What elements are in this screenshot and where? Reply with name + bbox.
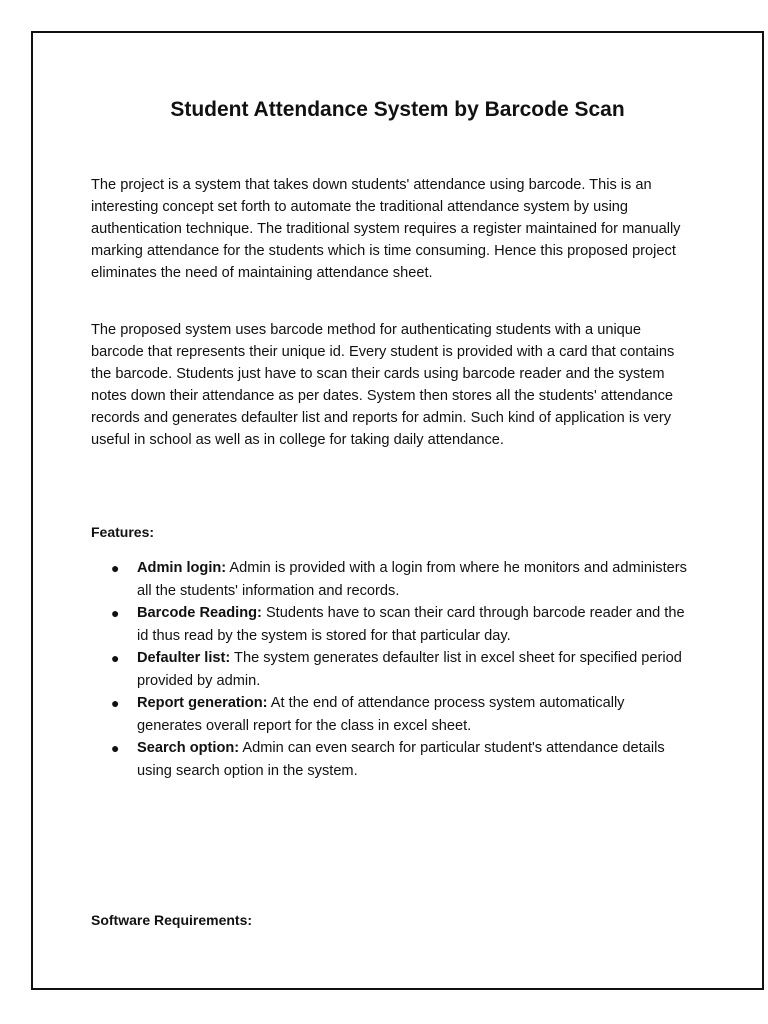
feature-item-report-generation — [91, 692, 691, 737]
feature-description: Admin can even search for particular student's attendance details using search option in the system. — [137, 740, 665, 779]
feature-name: Admin login: — [137, 560, 227, 576]
feature-name: Report generation: — [137, 695, 268, 711]
feature-name: Barcode Reading: — [137, 605, 262, 621]
intro-paragraph: The project is a system that takes down students' attendance using barcode. This is an interesting concept set forth to automate the traditional attendance system by using authentication technique. The traditional system requires a register maintained for manually marking attendance for the students which is time consuming. Hence this proposed project eliminates the need of maintaining attendance sheet. — [91, 177, 681, 281]
feature-description: Students have to scan their card through barcode reader and the id thus read by the system is stored for that particular day. — [137, 605, 685, 644]
features-heading: Features: — [91, 524, 155, 540]
feature-item-search-option — [91, 737, 691, 782]
feature-item-admin-login — [91, 557, 691, 602]
bullet-icon: ● — [111, 740, 120, 756]
system-paragraph: The proposed system uses barcode method for authenticating students with a unique barcode that represents their unique id. Every student is provided with a card that contains the barcode. Students just have to scan their cards using barcode reader and the system notes down their attendance as per dates. System then stores all the students' attendance records and generates defaulter list and reports for admin. Such kind of application is very useful in school as well as in college for taking daily attendance. — [91, 322, 675, 448]
feature-description: The system generates defaulter list in excel sheet for specified period provided by admin. — [137, 650, 682, 689]
feature-description: At the end of attendance process system automatically generates overall report for the class in excel sheet. — [137, 695, 625, 734]
feature-item-defaulter-list — [91, 647, 691, 692]
feature-item-barcode-reading — [91, 602, 691, 647]
software-requirements-heading: Software Requirements: — [91, 912, 253, 928]
bullet-icon: ● — [111, 605, 120, 621]
bullet-icon: ● — [111, 560, 120, 576]
feature-name: Defaulter list: — [137, 650, 231, 666]
document-title: Student Attendance System by Barcode Scan — [170, 98, 625, 121]
features-list — [91, 557, 691, 782]
bullet-icon: ● — [111, 695, 120, 711]
feature-description: Admin is provided with a login from where he monitors and administers all the students' information and records. — [137, 560, 687, 599]
feature-name: Search option: — [137, 740, 240, 756]
bullet-icon: ● — [111, 650, 120, 666]
